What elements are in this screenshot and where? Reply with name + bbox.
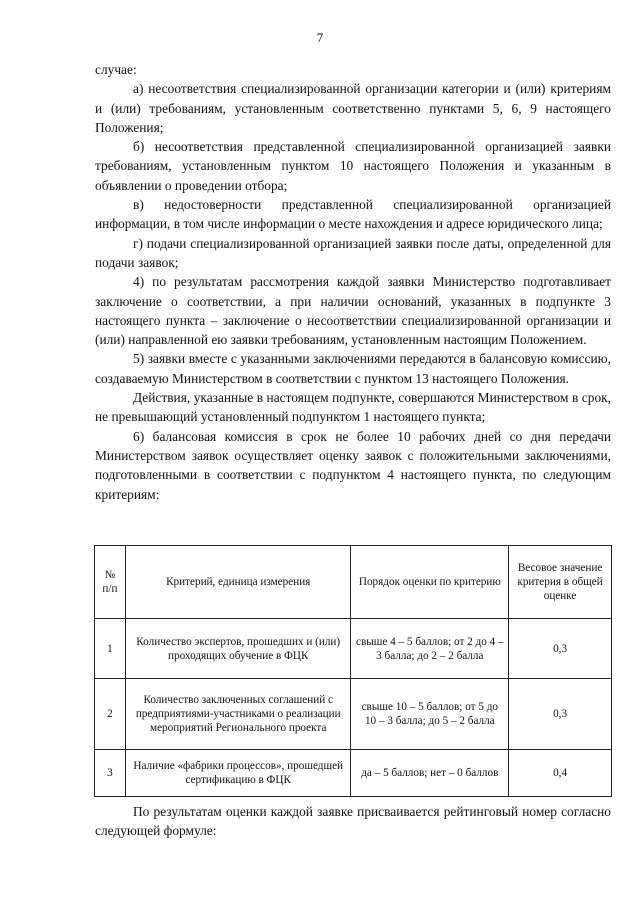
table-row [95,679,612,750]
table-cell: Количество заключенных соглашений с предприятиями-участниками о реализации мероприятий Регионального проекта [125,679,351,750]
closing-text [95,802,611,841]
paragraph: б) несоответствия представленной специализированной организацией заявки требованиям, установленным пунктом 10 настоящего Положения и указанным в объявлении о проведении отбора; [95,139,611,193]
paragraph: случае: [95,62,137,77]
table-cell: 2 [95,679,126,750]
paragraph: г) подачи специализированной организацией заявки после даты, определенной для подачи заявок; [95,235,611,270]
table-cell: 0,3 [509,679,612,750]
page-number: 7 [316,30,324,45]
paragraph: Действия, указанные в настоящем подпункте, совершаются Министерством в срок, не превышающий установленный подпунктом 1 настоящего пункта; [95,390,611,425]
body-text [95,60,611,504]
table-cell: 0,3 [509,619,612,679]
paragraph: а) несоответствия специализированной организации категории и (или) критериям и (или) требованиям, установленным соответственно пунктами 5, 6, 9 настоящего Положения; [95,81,611,135]
table-header-row [95,546,612,619]
paragraph: 5) заявки вместе с указанными заключениями передаются в балансовую комиссию, создаваемую Министерством в соответствии с пунктом 13 настоящего Положения. [95,351,611,386]
table-cell: 0,4 [509,750,612,797]
paragraph: 6) балансовая комиссия в срок не более 10 рабочих дней со дня передачи Министерством заявок осуществляет оценку заявок с положительными заключениями, подготовленными в соответствии с подпунктом 4 настоящего пункта, по следующим критериям: [95,428,611,502]
header-cell-weight: Весовое значение критерия в общей оценке [509,546,612,619]
header-cell-number: № п/п [95,546,126,619]
table-cell: свыше 10 – 5 баллов; от 5 до 10 – 3 балла; до 5 – 2 балла [351,679,509,750]
table-cell: Наличие «фабрики процессов», прошедшей сертификацию в ФЦК [125,750,351,797]
table-cell: 1 [95,619,126,679]
criteria-table [94,545,612,797]
header-cell-criterion: Критерий, единица измерения [125,546,351,619]
paragraph: в) недостоверности представленной специализированной организацией информации, в том числе информации о месте нахождения и адресе юридического лица; [95,197,611,232]
paragraph: 4) по результатам рассмотрения каждой заявки Министерство подготавливает заключение о соответствии, а при наличии оснований, указанных в подпункте 3 настоящего пункта – заключение о несоответствии специализированной организации и (или) направленной ею заявки требованиям, установленным настоящим Положением. [95,274,611,348]
header-cell-evaluation: Порядок оценки по критерию [351,546,509,619]
table-row [95,750,612,797]
table-cell: свыше 4 – 5 баллов; от 2 до 4 – 3 балла; до 2 – 2 балла [351,619,509,679]
table-cell: 3 [95,750,126,797]
table-cell: да – 5 баллов; нет – 0 баллов [351,750,509,797]
table-cell: Количество экспертов, прошедших и (или) проходящих обучение в ФЦК [125,619,351,679]
paragraph: По результатам оценки каждой заявке присваивается рейтинговый номер согласно следующей формуле: [95,804,611,839]
table-row [95,619,612,679]
